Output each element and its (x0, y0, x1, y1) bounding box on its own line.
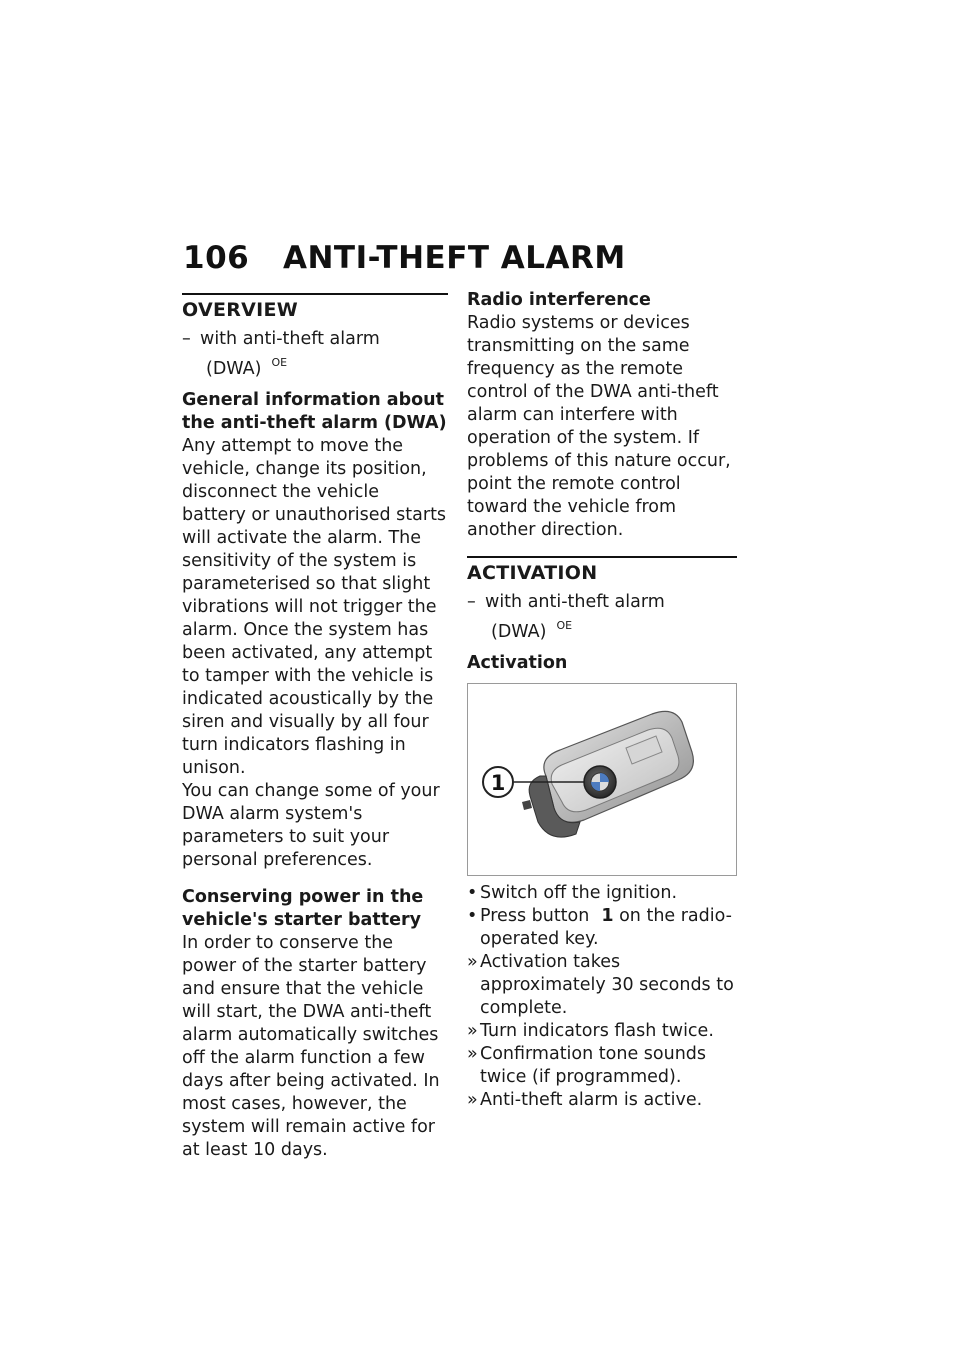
result-marker: » (467, 1044, 478, 1064)
result-marker: » (467, 1090, 478, 1110)
page-number: 106 (183, 240, 250, 276)
step-text: Press button (480, 906, 590, 926)
availability-note (182, 328, 448, 381)
result-marker: » (467, 952, 478, 972)
availability-line2: (DWA) (491, 622, 547, 642)
activation-subheading: Activation (467, 653, 568, 673)
lock-button (584, 766, 616, 798)
oe-mark: OE (271, 356, 288, 369)
result-marker: » (467, 1021, 478, 1041)
availability-line1: with anti-theft alarm (485, 592, 665, 612)
step-text: Switch off the ignition. (480, 883, 678, 903)
list-item (467, 905, 737, 951)
list-item (467, 951, 737, 1020)
activation-heading: ACTIVATION (467, 556, 737, 585)
list-item (467, 1043, 737, 1089)
step-text: Confirmation tone sounds twice (if programmed). (480, 1044, 707, 1087)
bullet-marker: • (467, 883, 478, 903)
availability-dash: – (182, 329, 191, 349)
bullet-marker: • (467, 906, 478, 926)
general-info-heading: General information about the anti-theft alarm (DWA) (182, 390, 447, 433)
general-info-body: Any attempt to move the vehicle, change its position, disconnect the vehicle battery or unauthorised starts will activate the alarm. The sensitivity of the system is parameterised so that slight vibrations will not trigger the alarm. Once the system has been activated, any attempt to tamper with the vehicle is indicated acoustically by the siren and visually by all four turn indicators flashing in unison. (182, 436, 447, 778)
list-item (467, 882, 737, 905)
step-text: Anti-theft alarm is active. (480, 1090, 703, 1110)
availability-dash: – (467, 592, 476, 612)
remote-key-illustration (468, 684, 736, 875)
button-reference: 1 (601, 906, 614, 926)
step-text-cont: on the radio-operated key. (480, 906, 732, 949)
list-item (467, 1089, 737, 1112)
overview-heading: OVERVIEW (182, 293, 448, 322)
availability-line2-wrap (485, 614, 737, 644)
radio-heading: Radio interference (467, 290, 651, 310)
availability-line2-wrap (200, 351, 448, 381)
availability-line1: with anti-theft alarm (200, 329, 380, 349)
availability-line2: (DWA) (206, 359, 262, 379)
chapter-title: ANTI-THEFT ALARM (283, 240, 626, 276)
activation-steps (467, 882, 737, 1112)
activation-availability-note (467, 591, 737, 644)
left-column (182, 293, 448, 1162)
oe-mark: OE (556, 619, 573, 632)
general-info-body-2: You can change some of your DWA alarm system's parameters to suit your personal preferences. (182, 781, 440, 870)
remote-key-figure (467, 683, 737, 876)
power-heading: Conserving power in the vehicle's starter battery (182, 887, 424, 930)
radio-body: Radio systems or devices transmitting on the same frequency as the remote control of the DWA anti-theft alarm can interfere with operation of the system. If problems of this nature occur, point the remote control toward the vehicle from another direction. (467, 313, 731, 540)
list-item (467, 1020, 737, 1043)
page-header (183, 240, 626, 276)
step-text: Activation takes approximately 30 seconds to complete. (480, 952, 734, 1018)
step-text: Turn indicators flash twice. (480, 1021, 714, 1041)
power-body: In order to conserve the power of the starter battery and ensure that the vehicle will start, the DWA anti-theft alarm automatically switches off the alarm function a few days after being activated. In most cases, however, the system will remain active for at least 10 days. (182, 933, 440, 1160)
callout-number: 1 (490, 771, 506, 795)
right-column (467, 289, 737, 1112)
